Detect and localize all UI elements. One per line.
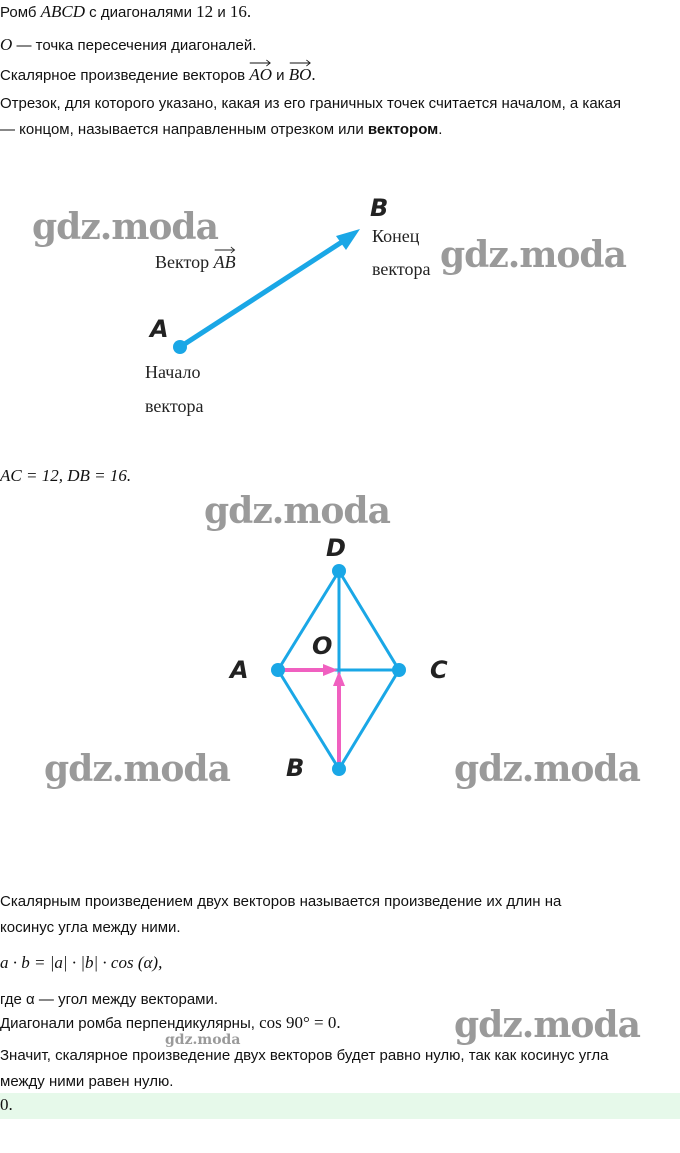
definition-line-2: — концом, называется направленным отрезком или вектором. — [0, 121, 443, 138]
point-o: O — [0, 35, 13, 54]
watermark-logo: gdz.moda — [440, 234, 626, 276]
answer-box — [0, 1093, 680, 1119]
vector-ab-caption: Вектор AB — [155, 252, 236, 273]
start-label-1: Начало — [145, 362, 201, 382]
watermark-logo: gdz.moda — [454, 1004, 640, 1046]
watermark-logo: gdz.moda — [32, 206, 218, 248]
conclusion-line-2: между ними равен нулю. — [0, 1073, 174, 1090]
end-label-2: вектора — [372, 259, 431, 279]
point-b-dot — [332, 762, 346, 776]
fig2-label-a: A — [230, 656, 249, 684]
end-label-1: Конец — [372, 226, 420, 246]
vector-ao: AO — [249, 65, 272, 85]
point-a-dot-2 — [271, 663, 285, 677]
dot-product-formula: a · b = |a| · |b| · cos (α), — [0, 953, 163, 972]
point-d-dot — [332, 564, 346, 578]
vector-bo: BO — [289, 65, 312, 85]
definition-line-1: Отрезок, для которого указано, какая из его граничных точек считается началом, а какая — [0, 95, 622, 112]
definition-dot-product-2: косинус угла между ними. — [0, 919, 181, 936]
angle-note: где α — угол между векторами. — [0, 991, 219, 1008]
watermark-logo: gdz.moda — [204, 490, 390, 532]
side-cb — [339, 670, 399, 769]
vector-ao-arrowhead — [323, 664, 338, 676]
point-c-dot — [392, 663, 406, 677]
fig1-label-b: B — [370, 194, 389, 222]
watermark-logo: gdz.moda — [44, 748, 230, 790]
rhombus-name: ABCD — [40, 2, 85, 21]
answer-value: 0. — [0, 1095, 13, 1114]
vector-bo-arrowhead — [333, 671, 345, 686]
problem-line-1: Ромб ABCD с диагоналями 12 и 16. — [0, 2, 252, 21]
fig2-label-d: D — [326, 534, 346, 562]
conclusion-line-1: Значит, скалярное произведение двух векторов будет равно нулю, так как косинус угла — [0, 1047, 609, 1064]
problem-line-3: Скалярное произведение векторов AO и BO. — [0, 65, 316, 86]
term-vector: вектором — [367, 121, 439, 138]
start-label-2: вектора — [145, 396, 204, 416]
watermark-logo: gdz.moda — [454, 748, 640, 790]
fig2-label-c: C — [430, 656, 448, 684]
side-dc — [339, 571, 399, 670]
fig1-label-a: A — [150, 315, 169, 343]
cos-90: cos 90° = 0. — [259, 1013, 341, 1032]
problem-line-2: O — точка пересечения диагоналей. — [0, 35, 257, 54]
definition-dot-product-1: Скалярным произведением двух векторов называется произведение их длин на — [0, 893, 562, 910]
point-a-dot — [173, 340, 187, 354]
watermark-logo-small: gdz.moda — [165, 1032, 241, 1048]
given-lengths: AC = 12, DB = 16. — [0, 466, 132, 485]
perpendicular-note: Диагонали ромба перпендикулярны, cos 90° = 0. — [0, 1013, 341, 1032]
fig2-label-o: O — [312, 632, 333, 660]
vector-ab-arrowhead — [336, 229, 360, 250]
fig2-label-b: B — [286, 754, 305, 782]
